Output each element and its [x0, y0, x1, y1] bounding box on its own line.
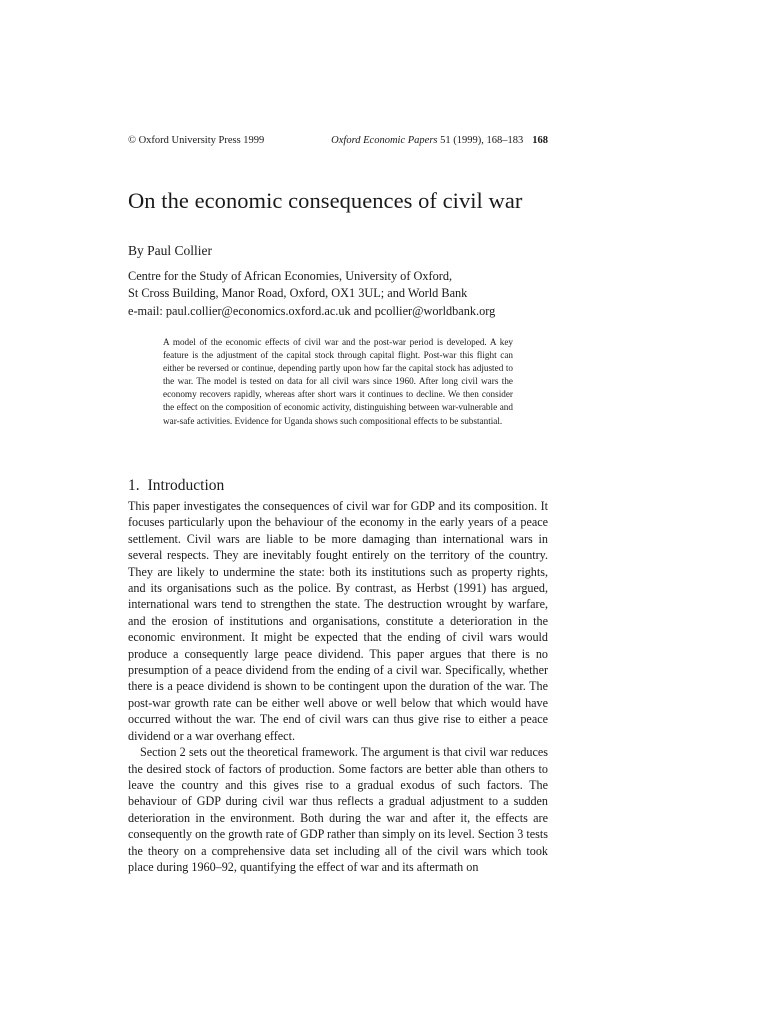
- author-email: e-mail: paul.collier@economics.oxford.ac.uk and pcollier@worldbank.org: [128, 303, 496, 318]
- running-head: [128, 133, 548, 149]
- body-paragraph: Section 2 sets out the theoretical framework. The argument is that civil war reduces the desired stock of factors of production. Some factors are better able than others to leave the country and this gives rise to a gradual exodus of such factors. The behaviour of GDP during civil war thus reflects a gradual adjustment to a sudden deterioration in the environment. Both during the war and after it, the effects are consequently on the growth rate of GDP rather than simply on its level. Section 3 tests the theory on a comprehensive data set including all of the civil wars which took place during 1960–92, quantifying the effect of war and its aftermath on: [128, 745, 548, 874]
- affiliation-line: St Cross Building, Manor Road, Oxford, OX1 3UL; and World Bank: [128, 286, 468, 301]
- section-number: 1.: [128, 477, 140, 494]
- author-affiliation: [128, 268, 558, 320]
- journal-name: Oxford Economic Papers: [331, 135, 438, 146]
- section-body: [128, 498, 548, 875]
- journal-citation: [331, 133, 548, 149]
- abstract: A model of the economic effects of civil war and the post-war period is developed. A key feature is the adjustment of the capital stock through capital flight. Post-war this flight can either be reversed or continue, depending partly upon how far the capital stock has adjusted to the war. The model is tested on data for all civil wars since 1960. After long civil wars the economy recovers rapidly, whereas after short wars it continues to decline. We then consider the effect on the composition of economic activity, distinguishing between war-vulnerable and war-safe activities. Evidence for Uganda shows such compositional effects to be substantial.: [163, 337, 513, 426]
- copyright-notice: © Oxford University Press 1999: [128, 135, 265, 146]
- volume-pages: 51 (1999), 168–183: [440, 135, 524, 146]
- page-number: 168: [532, 135, 548, 146]
- section-heading: [128, 476, 224, 496]
- author-line: By Paul Collier: [128, 243, 212, 258]
- section-title: Introduction: [147, 477, 225, 494]
- body-paragraph: This paper investigates the consequences of civil war for GDP and its composition. It focuses particularly upon the behaviour of the economy in the early years of a peace settlement. Civil wars are liable to be more damaging than international wars in several respects. They are inevitably fought entirely on the territory of the country. They are likely to undermine the state: both its institutions such as property rights, and its organisations such as the police. By contrast, as Herbst (1991) has argued, international wars tend to strengthen the state. The destruction wrought by warfare, and the erosion of institutions and organisations, constitute a deterioration in the economic environment. It might be expected that the ending of civil wars would produce a consequently large peace dividend. This paper argues that there is no presumption of a peace dividend from the ending of a civil war. Specifically, whether there is a peace dividend is shown to be contingent upon the duration of the war. The post-war growth rate can be either well above or well below that which would have occurred without the war. The end of civil wars can thus give rise to either a peace dividend or a war overhang effect.: [128, 499, 548, 743]
- affiliation-line: Centre for the Study of African Economies, University of Oxford,: [128, 269, 453, 283]
- article-title: On the economic consequences of civil war: [128, 188, 523, 213]
